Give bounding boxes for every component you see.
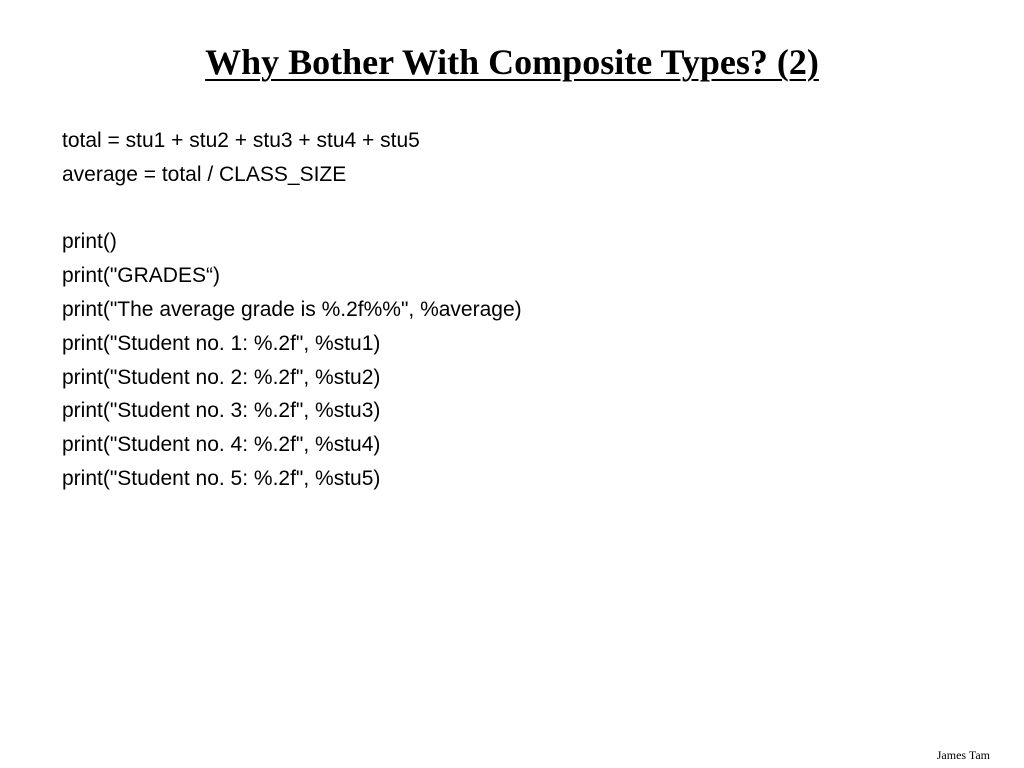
code-block <box>62 124 962 496</box>
code-line-print-empty: print() <box>62 230 117 254</box>
code-line-print-student-3: print("Student no. 3: %.2f", %stu3) <box>62 399 381 423</box>
code-line-print-student-4: print("Student no. 4: %.2f", %stu4) <box>62 433 381 457</box>
code-line-print-student-1: print("Student no. 1: %.2f", %stu1) <box>62 331 381 355</box>
code-line-print-student-2: print("Student no. 2: %.2f", %stu2) <box>62 365 381 389</box>
code-line-print-student-5: print("Student no. 5: %.2f", %stu5) <box>62 466 381 490</box>
slide-title-text: Why Bother With Composite Types? (2) <box>205 42 819 82</box>
code-line-print-grades: print("GRADES“) <box>62 264 220 288</box>
code-line-total: total = stu1 + stu2 + stu3 + stu4 + stu5 <box>62 129 420 152</box>
author-footer: James Tam <box>936 748 990 762</box>
slide-title <box>0 40 1024 84</box>
code-line-print-average: print("The average grade is %.2f%%", %average) <box>62 297 522 321</box>
code-line-average: average = total / CLASS_SIZE <box>62 162 347 186</box>
code-line-blank <box>62 192 962 226</box>
